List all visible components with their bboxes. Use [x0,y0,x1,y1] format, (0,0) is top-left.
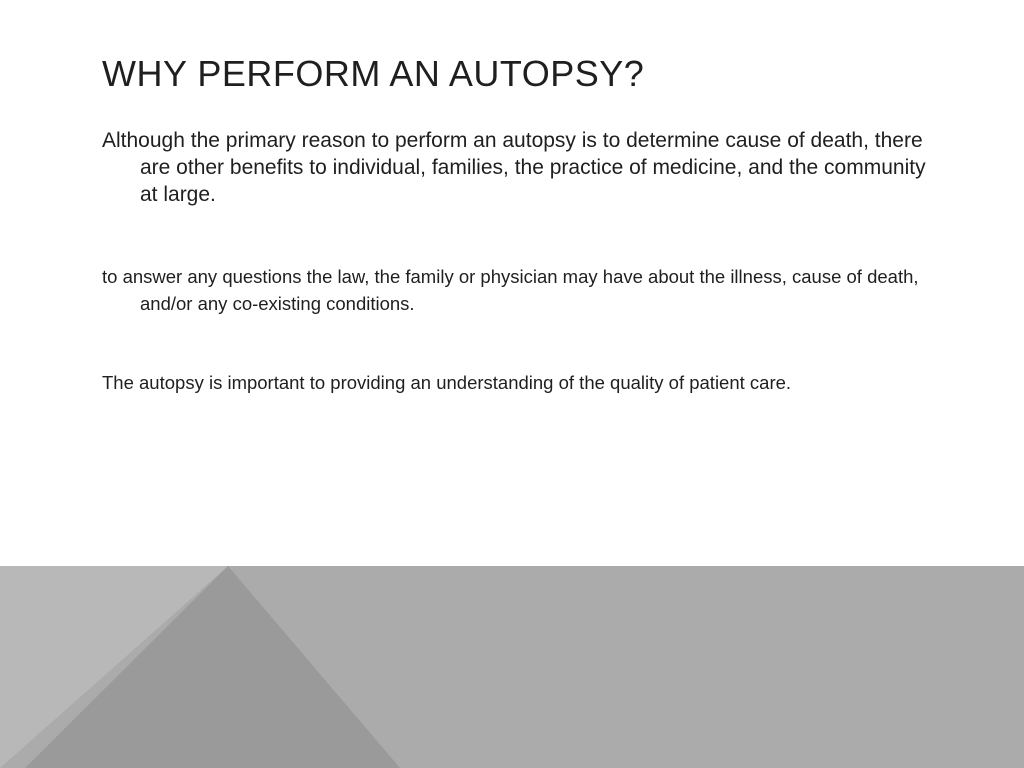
paragraph-primary-reason: Although the primary reason to perform an autopsy is to determine cause of death, there are other benefits to individual, families, the practice of medicine, and the community at large. [102,129,926,206]
paragraph-quality-of-care: The autopsy is important to providing an understanding of the quality of patient care. [102,372,792,393]
slide-body [102,127,932,396]
paragraph-answer-questions: to answer any questions the law, the family or physician may have about the illness, cause of death, and/or any co-existing conditions. [102,266,919,314]
slide-title: WHY PERFORM AN AUTOPSY? [102,53,645,94]
footer-decorative-band [0,566,1024,768]
